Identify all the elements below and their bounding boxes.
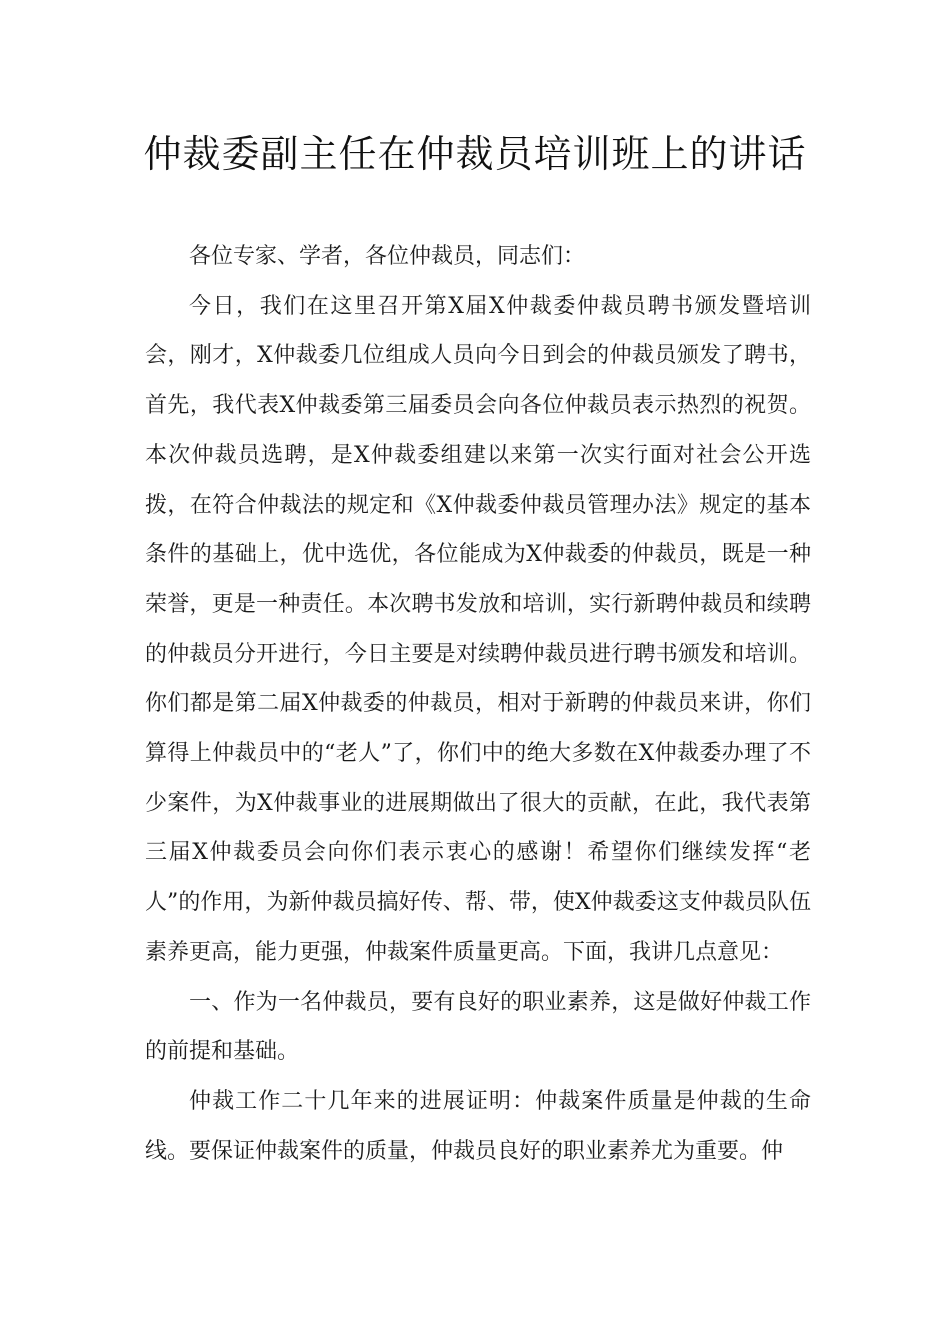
body-paragraph: 仲裁工作二十几年来的进展证明：仲裁案件质量是仲裁的生命线。要保证仲裁案件的质量，仲裁员良好的职业素养尤为重要。仲 — [145, 1088, 811, 1164]
document-title: 仲裁委副主任在仲裁员培训班上的讲话 — [143, 132, 807, 176]
document-body — [145, 232, 811, 1176]
opening-paragraph: 今日，我们在这里召开第X届X仲裁委仲裁员聘书颁发暨培训会，刚才，X仲裁委几位组成人员向今日到会的仲裁员颁发了聘书，首先，我代表X仲裁委第三届委员会向各位仲裁员表示热烈的祝贺。本次仲裁员选聘，是X仲裁委组建以来第一次实行面对社会公开选拨，在符合仲裁法的规定和《X仲裁委仲裁员管理办法》规定的基本条件的基础上，优中选优，各位能成为X仲裁委的仲裁员，既是一种荣誉，更是一种责任。本次聘书发放和培训，实行新聘仲裁员和续聘的仲裁员分开进行，今日主要是对续聘仲裁员进行聘书颁发和培训。你们都是第二届X仲裁委的仲裁员，相对于新聘的仲裁员来讲，你们算得上仲裁员中的“老人”了，你们中的绝大多数在X仲裁委办理了不少案件，为X仲裁事业的进展期做出了很大的贡献，在此，我代表第三届X仲裁委员会向你们表示衷心的感谢！希望你们继续发挥“老人”的作用，为新仲裁员搞好传、帮、带，使X仲裁委这支仲裁员队伍素养更高，能力更强，仲裁案件质量更高。下面，我讲几点意见： — [145, 293, 811, 965]
salutation-paragraph: 各位专家、学者，各位仲裁员，同志们： — [189, 244, 586, 269]
section-heading-paragraph: 一、作为一名仲裁员，要有良好的职业素养，这是做好仲裁工作的前提和基础。 — [145, 989, 811, 1065]
